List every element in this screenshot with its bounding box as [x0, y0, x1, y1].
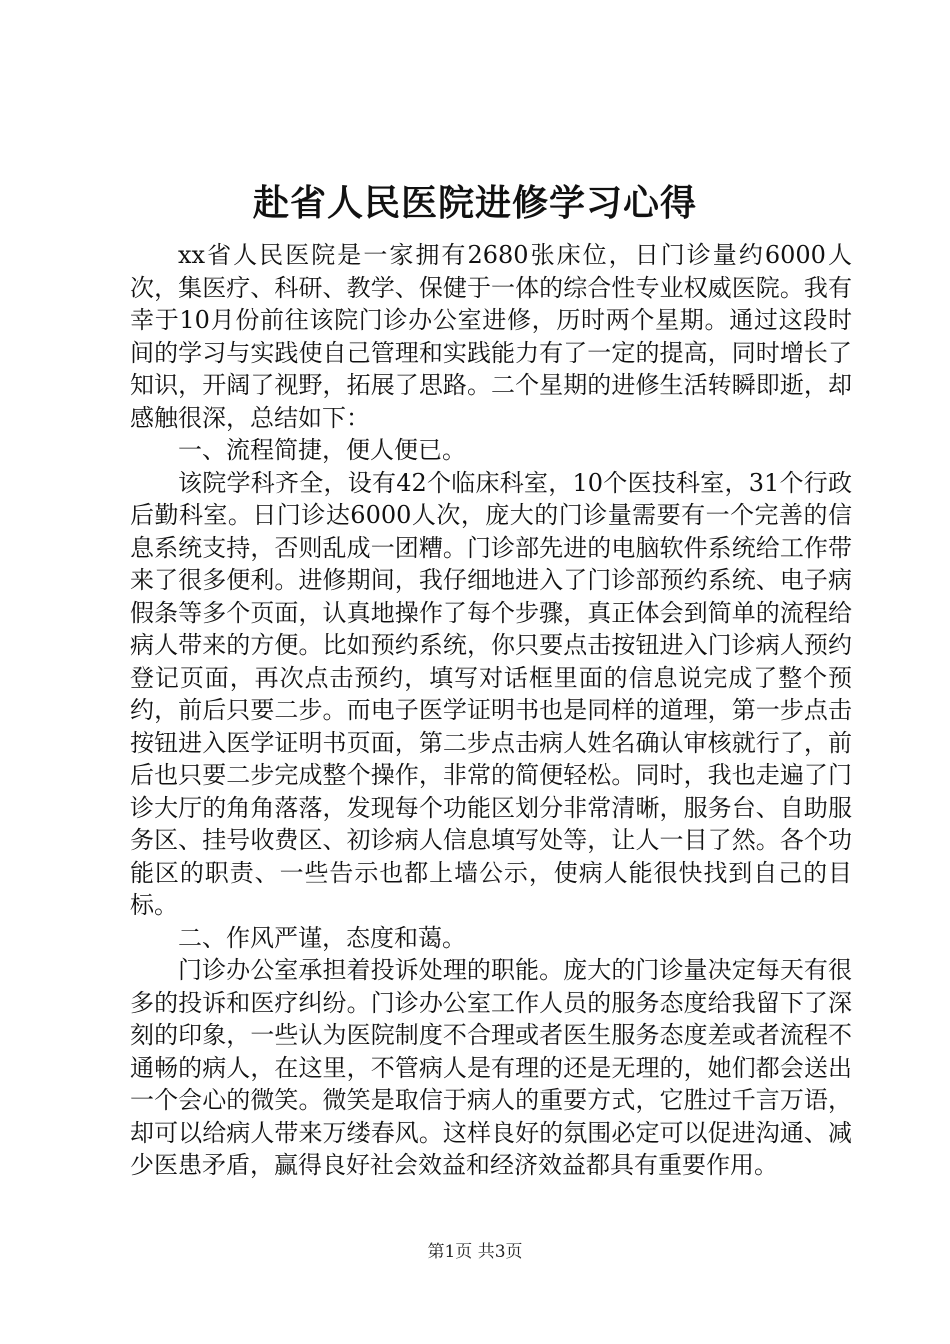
paragraph-section-1: 该院学科齐全，设有42个临床科室，10个医技科室，31个行政后勤科室。日门诊达6000人次，庞大的门诊量需要有一个完善的信息系统支持，否则乱成一团糟。门诊部先进的电脑软件系统给工作带来了很多便利。进修期间，我仔细地进入了门诊部预约系统、电子病假条等多个页面，认真地操作了每个步骤，真正体会到简单的流程给病人带来的方便。比如预约系统，你只要点击按钮进入门诊病人预约登记页面，再次点击预约，填写对话框里面的信息说完成了整个预约，前后只要二步。而电子医学证明书也是同样的道理，第一步点击按钮进入医学证明书页面，第二步点击病人姓名确认审核就行了，前后也只要二步完成整个操作，非常的简便轻松。同时，我也走遍了门诊大厅的角角落落，发现每个功能区划分非常清晰，服务台、自助服务区、挂号收费区、初诊病人信息填写处等，让人一目了然。各个功能区的职责、一些告示也都上墙公示，使病人能很快找到自己的目标。: [130, 468, 852, 919]
section-heading-1: 一、流程简捷，便人便已。: [178, 436, 466, 464]
section-heading-2: 二、作风严谨，态度和蔼。: [178, 923, 466, 952]
document-title: 赴省人民医院进修学习心得: [252, 183, 697, 224]
document-body: [130, 239, 852, 1182]
paragraph-intro: xx省人民医院是一家拥有2680张床位，日门诊量约6000人次，集医疗、科研、教学、保健于一体的综合性专业权威医院。我有幸于10月份前往该院门诊办公室进修，历时两个星期。通过这段时间的学习与实践使自己管理和实践能力有了一定的提高，同时增长了知识，开阔了视野，拓展了思路。二个星期的进修生活转瞬即逝，却感触很深，总结如下：: [130, 241, 852, 432]
page-footer: 第1页 共3页: [427, 1242, 523, 1262]
paragraph-section-2: 门诊办公室承担着投诉处理的职能。庞大的门诊量决定每天有很多的投诉和医疗纠纷。门诊办公室工作人员的服务态度给我留下了深刻的印象，一些认为医院制度不合理或者医生服务态度差或者流程不通畅的病人，在这里，不管病人是有理的还是无理的，她们都会送出一个会心的微笑。微笑是取信于病人的重要方式，它胜过千言万语，却可以给病人带来万缕春风。这样良好的氛围必定可以促进沟通、减少医患矛盾，赢得良好社会效益和经济效益都具有重要作用。: [130, 956, 852, 1179]
